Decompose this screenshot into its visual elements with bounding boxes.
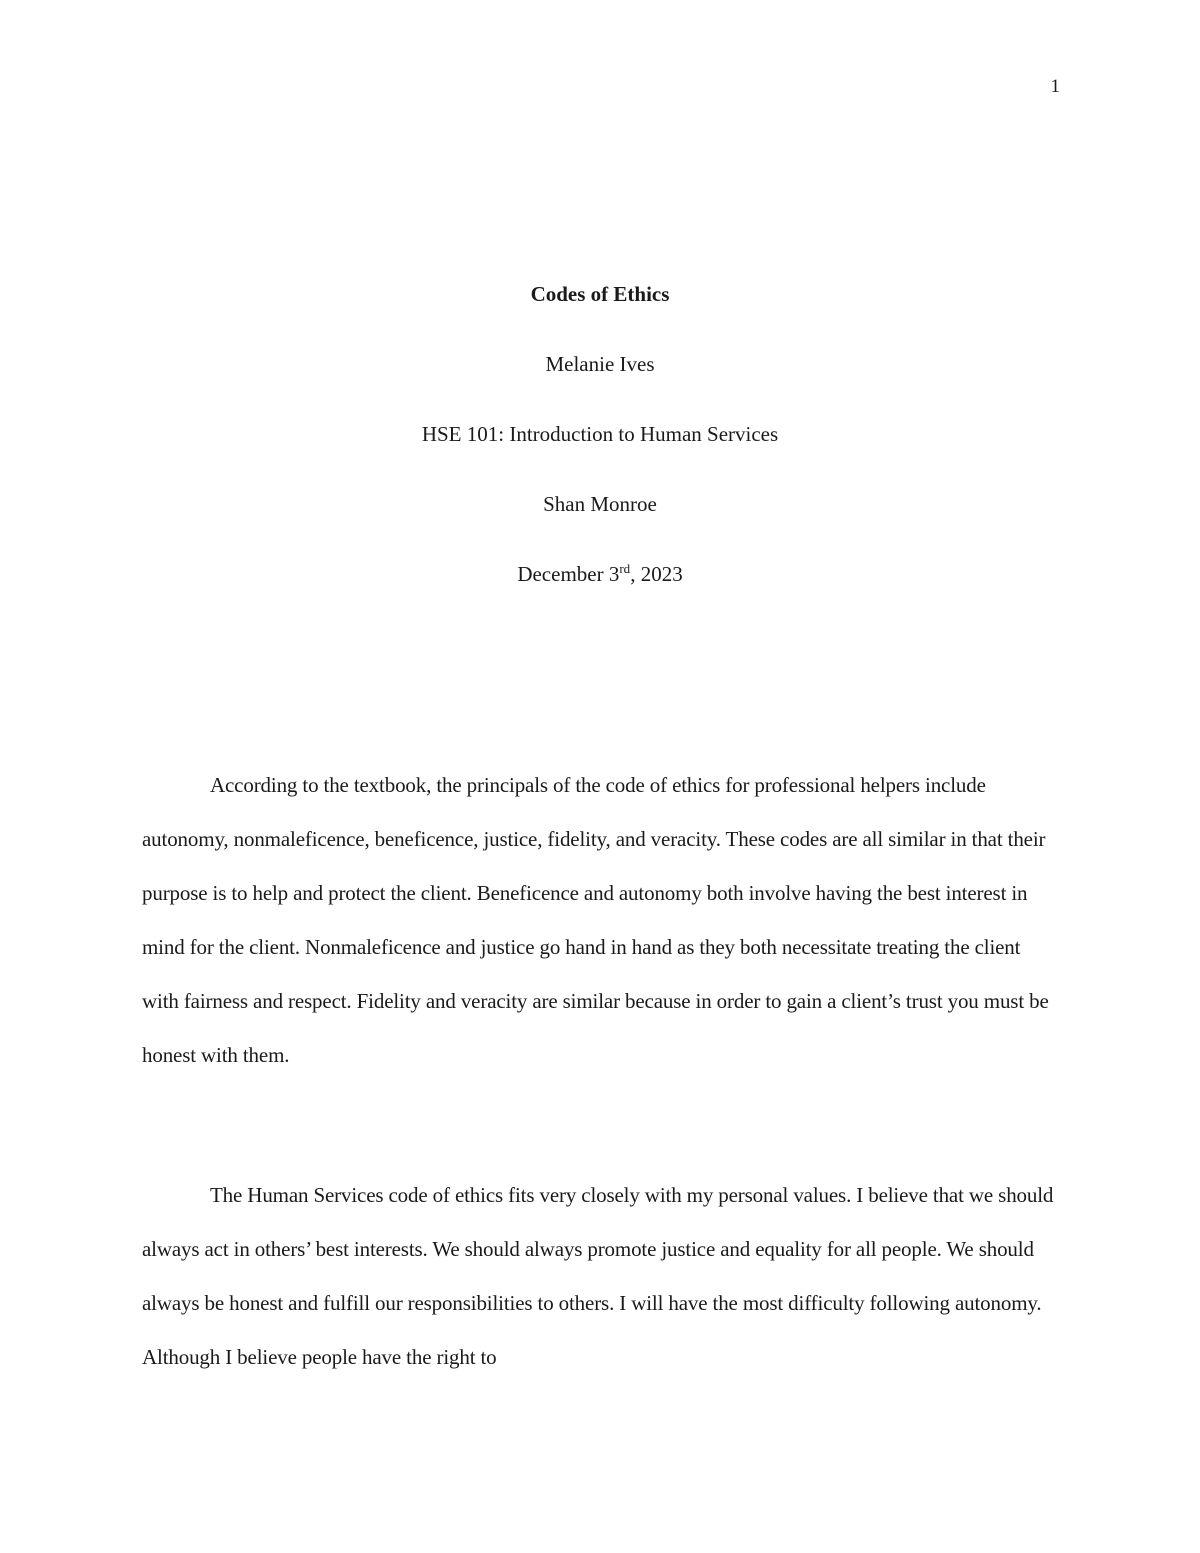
body-paragraph-1: According to the textbook, the principals of the code of ethics for professional helpers include autonomy, nonmaleficence, beneficence, justice, fidelity, and veracity. These codes are all similar in that their purpose is to help and protect the client. Beneficence and autonomy both involve having the best interest in mind for the client. Nonmaleficence and justice go hand in hand as they both necessitate treating the client with fairness and respect. Fidelity and veracity are similar because in order to gain a client’s trust you must be honest with them. [142, 773, 1049, 1067]
title-block [0, 278, 1200, 628]
author-name: Melanie Ives [545, 352, 655, 376]
date-year: , 2023 [630, 562, 683, 586]
instructor-name: Shan Monroe [543, 492, 657, 516]
page-number: 1 [1050, 76, 1060, 97]
submission-date [0, 558, 1200, 628]
date-prefix: December 3 [517, 562, 620, 586]
date-ordinal-suffix: rd [619, 561, 631, 576]
document-title: Codes of Ethics [530, 282, 670, 306]
body-paragraph-2: The Human Services code of ethics fits very closely with my personal values. I believe that we should always act in others’ best interests. We should always promote justice and equality for all people. We should always be honest and fulfill our responsibilities to others. I will have the most difficulty following autonomy. Although I believe people have the right to [142, 1183, 1054, 1369]
course-name: HSE 101: Introduction to Human Services [421, 422, 779, 446]
